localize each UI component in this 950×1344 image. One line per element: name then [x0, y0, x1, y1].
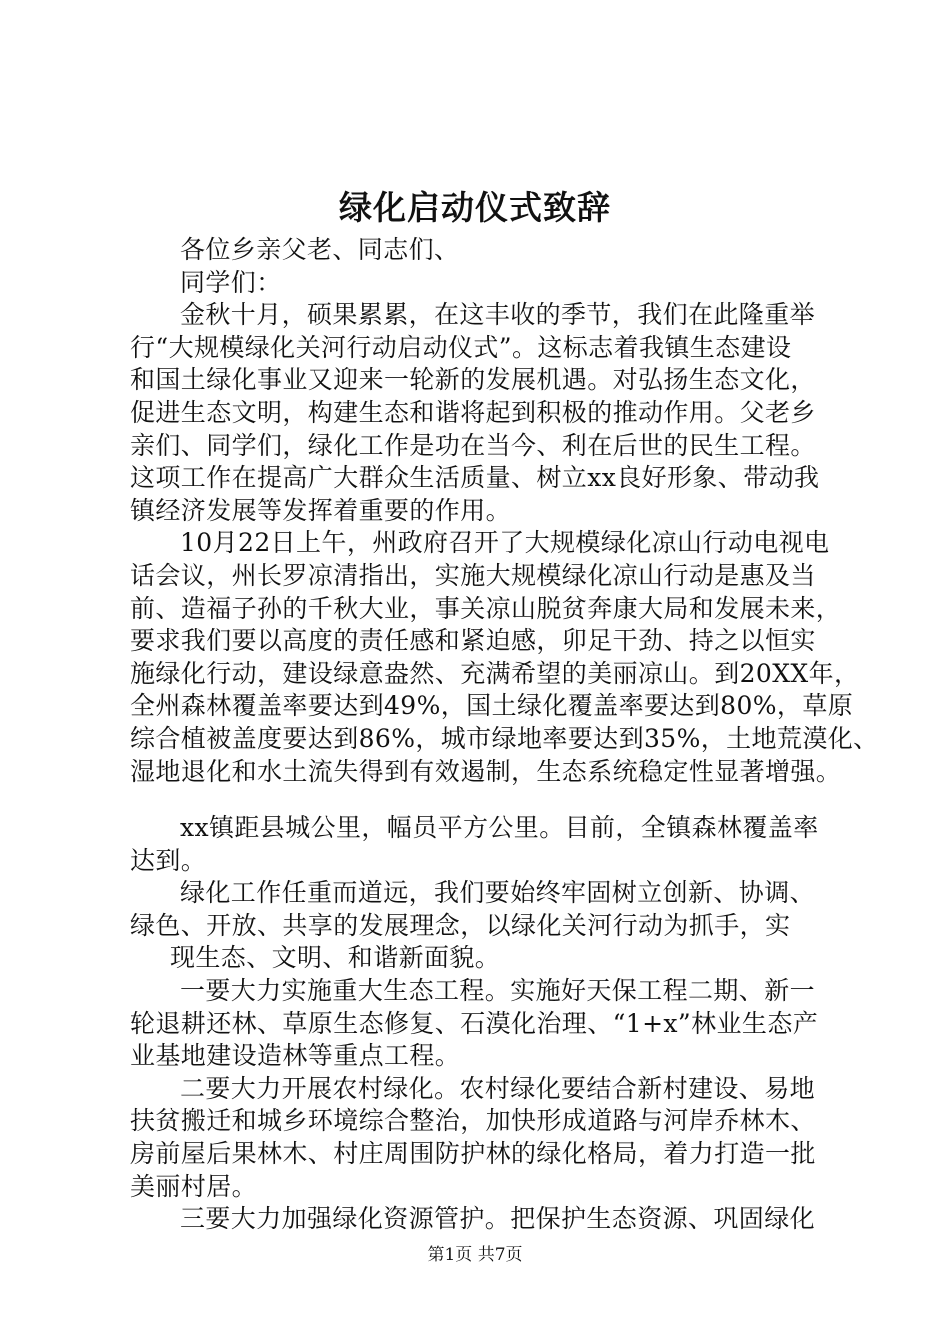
blank-line [130, 788, 835, 812]
body-line: 业基地建设造林等重点工程。 [130, 1041, 461, 1071]
body-line: 轮退耕还林、草原生态修复、石漠化治理、“1+x”林业生态产 [130, 1008, 819, 1038]
body-line: 施绿化行动，建设绿意盎然、充满希望的美丽凉山。到20XX年， [130, 658, 860, 688]
body-line: 三要大力加强绿化资源管护。把保护生态资源、巩固绿化 [180, 1204, 816, 1234]
body-line: 这项工作在提高广大群众生活质量、树立xx良好形象、带动我 [130, 463, 820, 493]
body-line: 达到。 [130, 845, 207, 875]
page-footer: 第1页 共7页 [427, 1245, 523, 1265]
body-line: 和国土绿化事业又迎来一轮新的发展机遇。对弘扬生态文化， [130, 365, 816, 395]
body-line: 一要大力实施重大生态工程。实施好天保工程二期、新一 [180, 976, 816, 1006]
body-line: 全州森林覆盖率要达到49%，国土绿化覆盖率要达到80%，草原 [130, 691, 854, 721]
body-line: 要求我们要以高度的责任感和紧迫感，卯足干劲、持之以恒实 [130, 626, 816, 656]
body-line: 10月22日上午，州政府召开了大规模绿化凉山行动电视电 [180, 528, 830, 558]
body-line: xx镇距县城公里，幅员平方公里。目前，全镇森林覆盖率 [180, 813, 819, 843]
body-line: 房前屋后果林木、村庄周围防护林的绿化格局，着力打造一批 [130, 1139, 816, 1169]
body-line: 绿化工作任重而道远，我们要始终牢固树立创新、协调、 [180, 878, 816, 908]
body-line: 美丽村居。 [130, 1171, 258, 1201]
body-line: 绿色、开放、共享的发展理念，以绿化关河行动为抓手，实 [130, 910, 791, 940]
document-body [130, 234, 879, 1236]
body-line: 各位乡亲父老、同志们、 [180, 235, 460, 264]
body-line: 综合植被盖度要达到86%，城市绿地率要达到35%，土地荒漠化、 [130, 723, 879, 753]
body-line: 同学们： [180, 267, 282, 297]
body-line: 前、造福子孙的千秋大业，事关凉山脱贫奔康大局和发展未来， [130, 593, 842, 623]
body-line: 现生态、文明、和谐新面貌。 [170, 943, 501, 973]
body-line: 行“大规模绿化关河行动启动仪式”。这标志着我镇生态建设 [130, 332, 792, 362]
body-line: 话会议，州长罗凉清指出，实施大规模绿化凉山行动是惠及当 [130, 560, 816, 590]
body-line: 亲们、同学们，绿化工作是功在当今、利在后世的民生工程。 [130, 430, 816, 460]
body-line: 金秋十月，硕果累累，在这丰收的季节，我们在此隆重举 [180, 300, 816, 330]
body-line: 镇经济发展等发挥着重要的作用。 [130, 495, 512, 525]
body-line: 二要大力开展农村绿化。农村绿化要结合新村建设、易地 [180, 1073, 816, 1103]
body-line: 扶贫搬迁和城乡环境综合整治，加快形成道路与河岸乔林木、 [130, 1106, 816, 1136]
body-line: 湿地退化和水土流失得到有效遏制，生态系统稳定性显著增强。 [130, 756, 842, 786]
body-line: 促进生态文明，构建生态和谐将起到积极的推动作用。父老乡 [130, 397, 816, 427]
document-title: 绿化启动仪式致辞 [339, 188, 611, 227]
